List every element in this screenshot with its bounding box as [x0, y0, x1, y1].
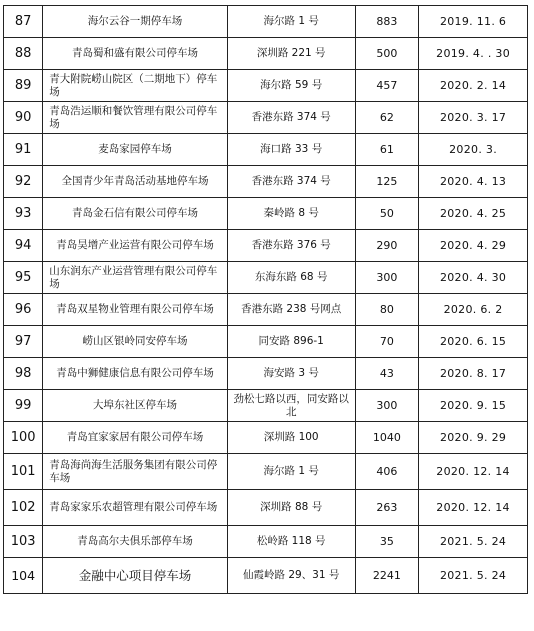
table-row	[4, 102, 528, 134]
parking-spaces: 883	[355, 6, 418, 38]
table-row	[4, 490, 528, 526]
parking-spaces: 62	[355, 102, 418, 134]
parking-lot-address: 海尔路 1 号	[227, 454, 355, 490]
parking-spaces: 457	[355, 70, 418, 102]
record-date: 2020. 4. 25	[419, 198, 528, 230]
parking-lot-address: 深圳路 88 号	[227, 490, 355, 526]
parking-lot-address: 劲松七路以西，同安路以北	[227, 390, 355, 422]
parking-lot-name: 青岛金石信有限公司停车场	[43, 198, 227, 230]
parking-lot-address: 香港东路 238 号网点	[227, 294, 355, 326]
record-date: 2019. 4. . 30	[419, 38, 528, 70]
parking-lot-address: 香港东路 374 号	[227, 102, 355, 134]
parking-lot-address: 秦岭路 8 号	[227, 198, 355, 230]
parking-lot-name: 青大附院崂山院区（二期地下）停车场	[43, 70, 227, 102]
parking-spaces: 300	[355, 262, 418, 294]
parking-lot-name: 青岛海尚海生活服务集团有限公司停车场	[43, 454, 227, 490]
parking-lot-name: 山东润东产业运营管理有限公司停车场	[43, 262, 227, 294]
table-row	[4, 198, 528, 230]
parking-spaces: 125	[355, 166, 418, 198]
parking-lot-address: 东海东路 68 号	[227, 262, 355, 294]
table-row	[4, 230, 528, 262]
parking-lot-name: 青岛昊增产业运营有限公司停车场	[43, 230, 227, 262]
parking-lot-name: 青岛中狮健康信息有限公司停车场	[43, 358, 227, 390]
row-number: 101	[4, 454, 43, 490]
record-date: 2020. 3.	[419, 134, 528, 166]
table-row	[4, 358, 528, 390]
row-number: 90	[4, 102, 43, 134]
row-number: 88	[4, 38, 43, 70]
row-number: 96	[4, 294, 43, 326]
parking-spaces: 70	[355, 326, 418, 358]
record-date: 2020. 9. 15	[419, 390, 528, 422]
parking-lot-address: 松岭路 118 号	[227, 526, 355, 558]
row-number: 104	[4, 558, 43, 594]
parking-lot-address: 香港东路 376 号	[227, 230, 355, 262]
record-date: 2021. 5. 24	[419, 526, 528, 558]
parking-spaces: 290	[355, 230, 418, 262]
record-date: 2020. 4. 30	[419, 262, 528, 294]
table-row	[4, 262, 528, 294]
parking-lot-address: 香港东路 374 号	[227, 166, 355, 198]
parking-spaces: 50	[355, 198, 418, 230]
parking-lot-table	[3, 5, 528, 594]
row-number: 91	[4, 134, 43, 166]
row-number: 95	[4, 262, 43, 294]
row-number: 87	[4, 6, 43, 38]
row-number: 94	[4, 230, 43, 262]
parking-spaces: 406	[355, 454, 418, 490]
parking-lot-address: 海尔路 1 号	[227, 6, 355, 38]
record-date: 2020. 12. 14	[419, 490, 528, 526]
table-row	[4, 422, 528, 454]
table-row	[4, 134, 528, 166]
record-date: 2020. 6. 2	[419, 294, 528, 326]
table-row	[4, 166, 528, 198]
record-date: 2020. 12. 14	[419, 454, 528, 490]
parking-spaces: 61	[355, 134, 418, 166]
parking-lot-name: 青岛浩运顺和餐饮管理有限公司停车场	[43, 102, 227, 134]
table-row	[4, 70, 528, 102]
table-row	[4, 326, 528, 358]
row-number: 89	[4, 70, 43, 102]
record-date: 2020. 8. 17	[419, 358, 528, 390]
record-date: 2020. 4. 13	[419, 166, 528, 198]
parking-lot-name: 大埠东社区停车场	[43, 390, 227, 422]
row-number: 93	[4, 198, 43, 230]
row-number: 99	[4, 390, 43, 422]
row-number: 100	[4, 422, 43, 454]
parking-lot-address: 仙霞岭路 29、31 号	[227, 558, 355, 594]
record-date: 2020. 9. 29	[419, 422, 528, 454]
parking-spaces: 500	[355, 38, 418, 70]
parking-lot-address: 深圳路 221 号	[227, 38, 355, 70]
parking-lot-name: 金融中心项目停车场	[43, 558, 227, 594]
parking-lot-address: 海口路 33 号	[227, 134, 355, 166]
record-date: 2021. 5. 24	[419, 558, 528, 594]
table-row	[4, 390, 528, 422]
row-number: 98	[4, 358, 43, 390]
table-row	[4, 6, 528, 38]
parking-spaces: 263	[355, 490, 418, 526]
parking-lot-name: 青岛高尔夫俱乐部停车场	[43, 526, 227, 558]
parking-lot-name: 海尔云谷一期停车场	[43, 6, 227, 38]
parking-lot-name: 青岛宜家家居有限公司停车场	[43, 422, 227, 454]
table-row	[4, 294, 528, 326]
table-row	[4, 38, 528, 70]
parking-lot-name: 青岛蜀和盛有限公司停车场	[43, 38, 227, 70]
row-number: 103	[4, 526, 43, 558]
parking-lot-name: 麦岛家园停车场	[43, 134, 227, 166]
parking-lot-name: 青岛家家乐农超管理有限公司停车场	[43, 490, 227, 526]
record-date: 2020. 3. 17	[419, 102, 528, 134]
row-number: 102	[4, 490, 43, 526]
parking-lot-address: 海安路 3 号	[227, 358, 355, 390]
parking-spaces: 35	[355, 526, 418, 558]
row-number: 92	[4, 166, 43, 198]
record-date: 2020. 6. 15	[419, 326, 528, 358]
parking-lot-address: 海尔路 59 号	[227, 70, 355, 102]
parking-lot-name: 全国青少年青岛活动基地停车场	[43, 166, 227, 198]
table-row	[4, 526, 528, 558]
parking-lot-address: 同安路 896-1	[227, 326, 355, 358]
parking-lot-name: 崂山区银岭同安停车场	[43, 326, 227, 358]
parking-spaces: 300	[355, 390, 418, 422]
record-date: 2020. 4. 29	[419, 230, 528, 262]
parking-spaces: 2241	[355, 558, 418, 594]
parking-spaces: 43	[355, 358, 418, 390]
table-row	[4, 558, 528, 594]
table-row	[4, 454, 528, 490]
parking-lot-name: 青岛双星物业管理有限公司停车场	[43, 294, 227, 326]
row-number: 97	[4, 326, 43, 358]
record-date: 2020. 2. 14	[419, 70, 528, 102]
parking-spaces: 1040	[355, 422, 418, 454]
parking-lot-address: 深圳路 100	[227, 422, 355, 454]
record-date: 2019. 11. 6	[419, 6, 528, 38]
parking-spaces: 80	[355, 294, 418, 326]
